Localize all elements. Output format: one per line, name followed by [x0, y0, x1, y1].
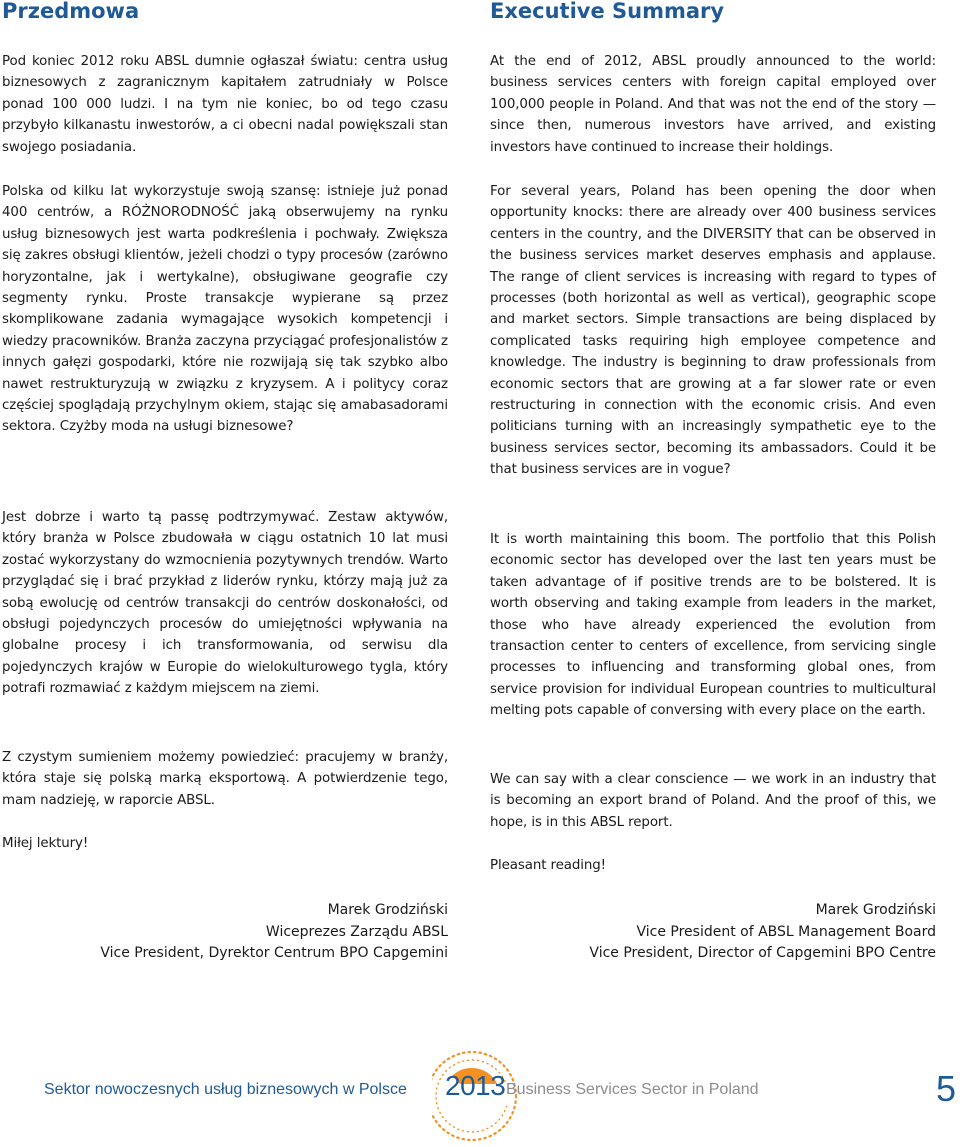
english-paragraph-5: Pleasant reading!	[490, 858, 606, 873]
page-number: 5	[935, 1068, 956, 1109]
english-signature	[490, 900, 936, 965]
footer-title-en: Business Services Sector in Poland	[506, 1081, 759, 1098]
english-signature-role1: Vice President of ABSL Management Board	[636, 923, 936, 940]
english-heading: Executive Summary	[490, 0, 725, 23]
page-footer	[0, 1040, 960, 1147]
english-paragraph-1: At the end of 2012, ABSL proudly announced to the world: business services centers with foreign capital employed over 100,000 people in Poland. And that was not the end of the story — since then, numerous investors have arrived, and existing investors have continued to increase their holdings.	[490, 54, 936, 155]
polish-paragraph-5: Miłej lektury!	[2, 836, 89, 851]
polish-signature-name: Marek Grodziński	[327, 902, 448, 918]
polish-heading: Przedmowa	[2, 0, 140, 23]
polish-paragraph-3: Jest dobrze i warto tą passę podtrzymywać. Zestaw aktywów, który branża w Polsce zbudowała w ciągu ostatnich 10 lat musi zostać wykorzystany do wzmocnienia pozytywnych trendów. Warto przyglądać się i brać przykład z liderów rynku, którzy mają już za sobą ewolucję od centrów transakcji do centrów doskonałości, od obsługi pojedynczych procesów do umiejętności wpływania na globalne procesy i ich transformowania, od serwisu dla pojedynczych krajów w Europie do wielokulturowego tygla, który potrafi rozmawiać z każdym miejscem na ziemi.	[2, 510, 448, 697]
english-signature-name: Marek Grodziński	[815, 902, 936, 918]
english-paragraph-3: It is worth maintaining this boom. The portfolio that this Polish economic sector has developed over the last ten years must be taken advantage of if positive trends are to be bolstered. It is worth observing and taking example from leaders in the market, those who have already experienced the evolution from transaction center to centers of excellence, from servicing single processes to influencing and transforming global ones, from service provision for individual European countries to multicultural melting pots capable of conversing with every place on the earth.	[490, 532, 936, 719]
polish-signature	[2, 900, 448, 965]
footer-title-pl: Sektor nowoczesnych usług biznesowych w Polsce	[44, 1081, 407, 1098]
polish-paragraph-1: Pod koniec 2012 roku ABSL dumnie ogłaszał światu: centra usług biznesowych z zagranicznym kapitałem zatrudniały w Polsce ponad 100 000 ludzi. I na tym nie koniec, bo od tego czasu przybyło kilkanastu inwestorów, a ci obecni nadal powiększali stan swojego posiadania.	[2, 54, 448, 155]
english-paragraph-2: For several years, Poland has been opening the door when opportunity knocks: there are already over 400 business services centers in the country, and the DIVERSITY that can be observed in the business services market deserves emphasis and applause. The range of client services is increasing with regard to types of processes (both horizontal as well as vertical), geographic scope and market sectors. Simple transactions are being displaced by complicated tasks requiring high employee competence and knowledge. The industry is beginning to draw professionals from economic sectors that are growing at a far slower rate or even restructuring in connection with the economic crisis. And even politicians turning with an increasingly sympathetic eye to the business services sector, becoming its ambassadors. Could it be that business services are in vogue?	[490, 184, 936, 478]
english-signature-role2: Vice President, Director of Capgemini BPO Centre	[589, 945, 936, 961]
footer-year: 2013	[445, 1070, 506, 1101]
english-paragraph-4: We can say with a clear conscience — we work in an industry that is becoming an export brand of Poland. And the proof of this, we hope, is in this ABSL report.	[490, 772, 936, 830]
polish-signature-role2: Vice President, Dyrektor Centrum BPO Capgemini	[100, 945, 448, 961]
polish-paragraph-4: Z czystym sumieniem możemy powiedzieć: pracujemy w branży, która staje się polską marką eksportową. A potwierdzenie tego, mam nadzieję, w raporcie ABSL.	[2, 750, 448, 808]
polish-paragraph-2: Polska od kilku lat wykorzystuje swoją szansę: istnieje już ponad 400 centrów, a RÓŻNORODNOŚĆ jaką obserwujemy na rynku usług biznesowych jest warta podkreślenia i pochwały. Zwiększa się zakres obsługi klientów, jeżeli chodzi o typy procesów (zarówno horyzontalne, jak i wertykalne), obsługiwane geografie czy segmenty rynku. Proste transakcje wypierane są przez skomplikowane zadania wymagające wysokich kompetencji i wiedzy pracowników. Branża zaczyna przyciągać profesjonalistów z innych gałęzi gospodarki, które nie rozwijają się tak szybko albo nawet restrukturyzują w związku z kryzysem. A i politycy coraz częściej spoglądają przychylnym okiem, stając się amabasadorami sektora. Czyżby moda na usługi biznesowe?	[2, 184, 448, 435]
polish-signature-role1: Wiceprezes Zarządu ABSL	[265, 923, 448, 940]
